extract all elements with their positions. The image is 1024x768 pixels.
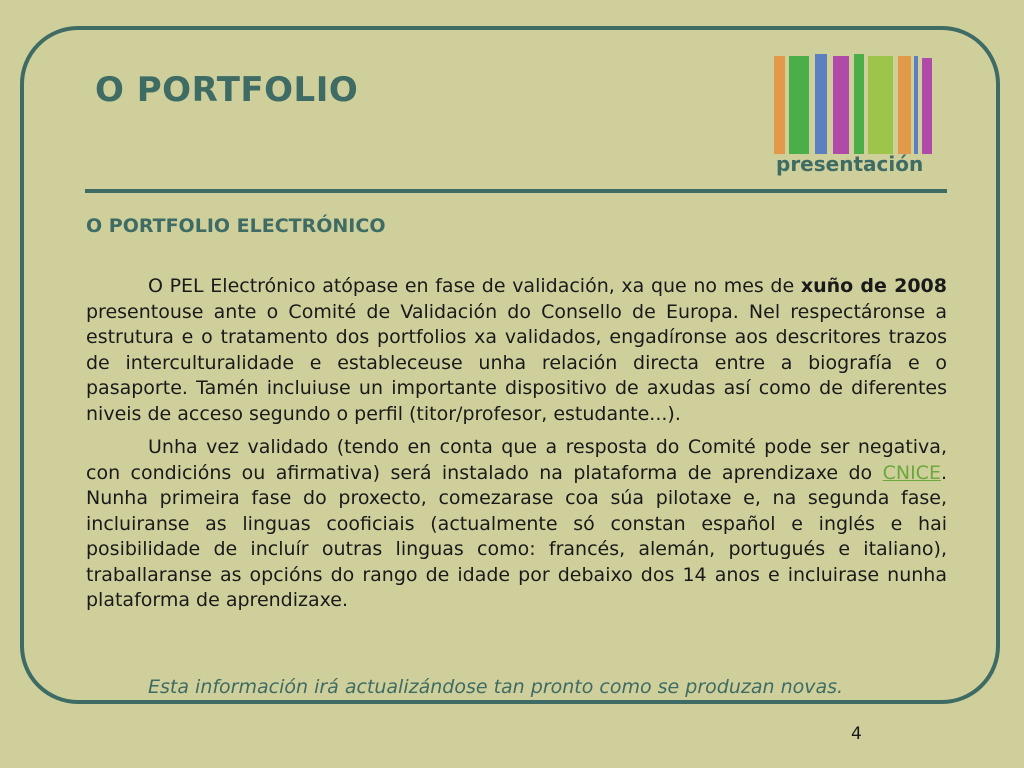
logo-bar-8 [914,56,918,154]
paragraph-1-text-a: O PEL Electrónico atópase en fase de validación, xa que no mes de [148,275,801,297]
paragraph-1-bold-date: xuño de 2008 [800,275,947,297]
section-subtitle: O PORTFOLIO ELECTRÓNICO [86,215,386,237]
logo-label: presentación [776,152,924,176]
logo-bar-3 [815,54,827,154]
paragraph-2-text-a: Unha vez validado (tendo en conta que a resposta do Comité pode ser negativa, con condicións ou afirmativa) será instalado na plataforma de aprendizaxe do [86,436,947,484]
slide-title: O PORTFOLIO [95,70,359,110]
paragraph-2-text-b: . Nunha primeira fase do proxecto, comezarase coa súa pilotaxe e, na segunda fase, incluiranse as linguas cooficiais (actualmente só constan español e inglés e hai posibilidade de incluír outras linguas como: francés, alemán, portugués e italiano), traballaranse as opcións do rango de idade por debaixo dos 14 anos e incluirase nunha plataforma de aprendizaxe. [86,461,947,611]
title-divider [85,189,947,193]
paragraph-1 [86,274,947,427]
logo-bar-7 [898,56,911,154]
logo-bar-2 [789,56,809,154]
page-number: 4 [851,724,862,744]
paragraph-1-text-b: presentouse ante o Comité de Validación do Consello de Europa. Nel respectáronse a estrutura e o tratamento dos portfolios xa validados, engadíronse aos descritores trazos de interculturalidade e estableceuse unha relación directa entre a biografía e o pasaporte. Tamén incluiuse un importante dispositivo de axudas así como de diferentes niveis de acceso segundo o perfil (titor/profesor, estudante...). [86,300,947,425]
logo-bar-9 [922,58,932,154]
footer-note: Esta información irá actualizándose tan pronto como se produzan novas. [148,676,844,698]
cnice-link[interactable]: CNICE [882,461,941,484]
body-text [86,274,947,622]
logo-bar-5 [854,54,864,154]
logo-bar-6 [868,56,893,154]
presentacion-logo [774,54,934,154]
paragraph-2 [86,435,947,614]
logo-bar-4 [833,56,849,154]
logo-bar-1 [774,56,785,154]
